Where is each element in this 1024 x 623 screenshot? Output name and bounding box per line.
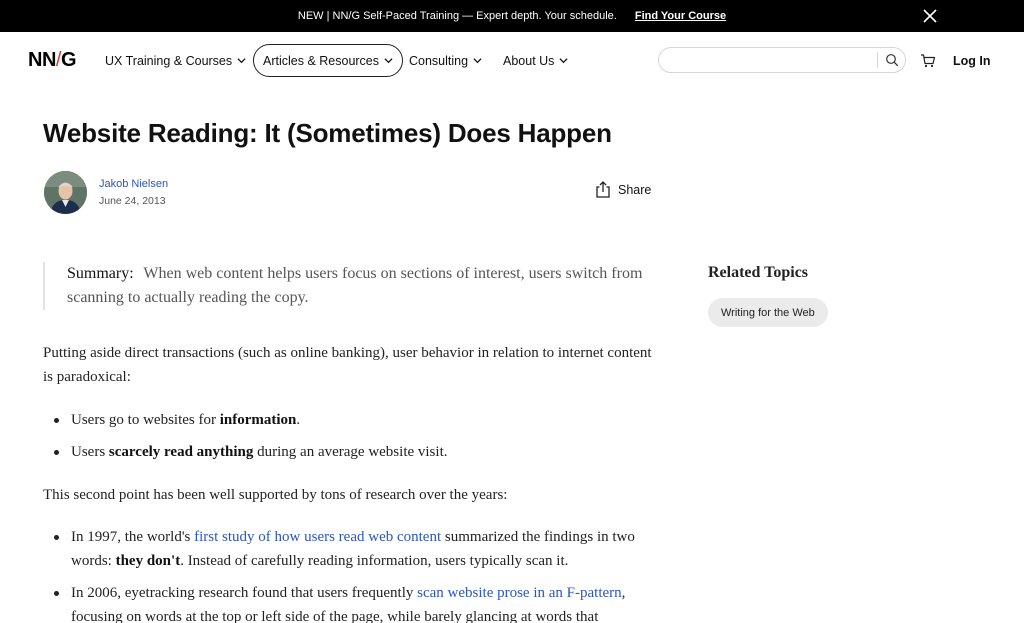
chevron-down-icon [473,56,482,65]
list-bold: information [219,412,297,428]
article-summary [43,262,663,310]
nav-label: Articles & Resources [263,53,380,68]
nav-consulting[interactable] [409,44,482,77]
site-header [0,32,1024,90]
body-paragraph: Putting aside direct transactions (such as online banking), user behavior in relation to internet content is paradoxical: [43,345,652,385]
topic-chip-writing-for-the-web[interactable]: Writing for the Web [708,298,828,327]
author-link[interactable]: Jakob Nielsen [99,178,169,190]
list-text: . [296,412,301,428]
list-item [43,408,658,432]
list-text: In 1997, the world's [71,529,195,545]
author-avatar[interactable] [44,171,87,214]
list-text: Users [71,444,109,460]
nav-ux-training[interactable] [105,44,246,77]
announcement-text: NEW | NN/G Self-Paced Training — Expert depth. Your schedule. [297,10,617,22]
login-link[interactable]: Log In [953,54,991,68]
f-pattern-link[interactable]: scan website prose in an F-pattern [417,585,622,601]
bullet-list [43,525,658,623]
list-text: during an average website visit. [253,444,448,460]
bullet-list [43,408,658,472]
search-divider [877,52,878,68]
share-icon [596,181,610,198]
logo-right: G [60,49,77,71]
nav-label: Consulting [409,53,469,68]
logo-slash: / [55,49,61,71]
list-bold: scarcely read anything [108,444,254,460]
chevron-down-icon [384,56,393,65]
avatar-image [44,171,87,214]
cart-icon[interactable] [920,53,936,69]
share-button[interactable] [596,181,651,198]
list-item [43,525,658,573]
publish-date: June 24, 2013 [99,195,166,207]
search-input[interactable] [669,51,874,69]
nav-about-us[interactable] [503,44,568,77]
first-study-link[interactable]: first study of how users read web content [194,529,442,545]
nav-label: UX Training & Courses [105,53,233,68]
find-course-link[interactable]: Find Your Course [634,10,727,22]
page-title: Website Reading: It (Sometimes) Does Happen [43,118,612,148]
search-box [658,47,906,73]
nav-articles-resources[interactable] [253,44,403,77]
list-bold: they don't [115,553,181,569]
related-topics-heading: Related Topics [708,264,809,281]
body-paragraph: This second point has been well supported by tons of research over the years: [43,487,508,503]
list-item [43,581,658,623]
list-item [43,440,658,464]
logo-left: NN [28,49,56,71]
nav-label: About Us [503,53,555,68]
close-icon[interactable] [922,8,938,24]
summary-text: When web content helps users focus on sections of interest, users switch from scanning to actually reading the copy. [67,265,643,306]
share-label: Share [618,182,652,197]
search-icon[interactable] [885,53,899,67]
nng-logo[interactable] [28,49,76,72]
list-text: . Instead of carefully reading information, users typically scan it. [180,553,569,569]
announcement-bar [0,0,1024,32]
summary-label: Summary: [67,265,134,282]
chevron-down-icon [237,56,246,65]
list-text: In 2006, eyetracking research found that users frequently [71,585,418,601]
announcement-content [0,0,1024,32]
list-text: Users go to websites for [71,412,220,428]
list-text: summarized the findings in two words: [71,529,635,569]
list-text: , focusing on words at the top or left side of the page, while barely glancing at words that [71,585,626,623]
chevron-down-icon [559,56,568,65]
